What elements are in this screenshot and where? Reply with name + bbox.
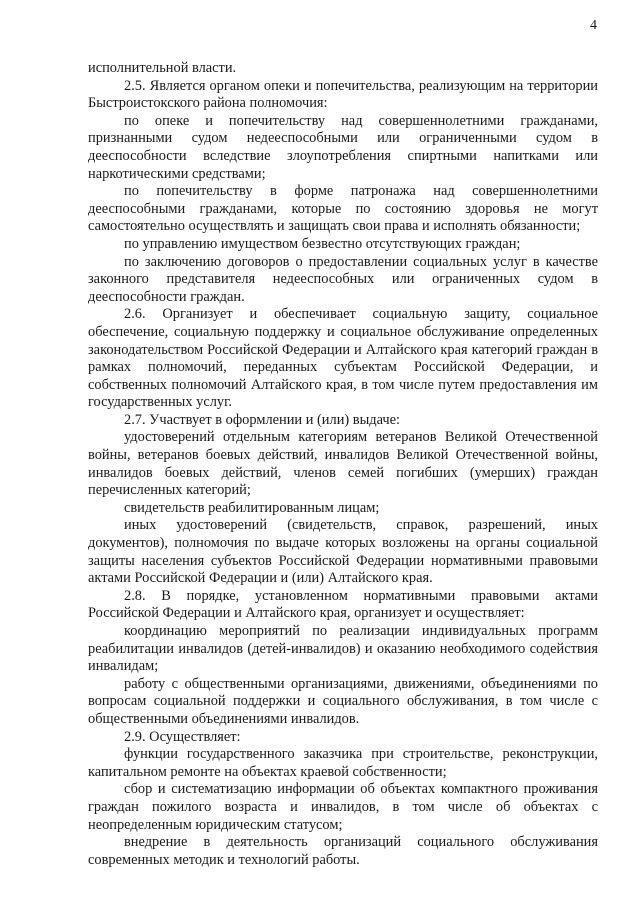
paragraph-2-8: 2.8. В порядке, установленном нормативными правовыми актами Российской Федерации и Алтайского края, организует и осуществляет: [88,587,598,622]
paragraph-2-7: 2.7. Участвует в оформлении и (или) выдаче: [124,411,400,428]
paragraph-state-customer: функции государственного заказчика при строительстве, реконструкции, капитальном ремонте на объектах краевой собственности; [88,746,598,780]
paragraph-property-management: по управлению имуществом безвестно отсутствующих граждан; [124,235,521,252]
paragraph-veteran-certificates: удостоверений отдельным категориям ветеранов Великой Отечественной войны, ветеранов боевых действий, инвалидов Великой Отечественной войны, инвалидов боевых действий, членов семей погибших (умерших) граждан перечисленных категорий; [88,429,598,499]
paragraph-patronage: по попечительству в форме патронажа над совершеннолетними дееспособными гражданами, которые по состоянию здоровья не могут самостоятельно осуществлять и защищать свои права и исполнять обязанности; [88,183,598,235]
paragraph-continuation: исполнительной власти. [88,60,237,76]
paragraph-other-documents: иных удостоверений (свидетельств, справок, разрешений, иных документов), полномочия по выдаче которых возложены на органы социальной защиты населения субъектов Российской Федерации нормативными правовыми актами Российской Федерации и (или) Алтайского края. [88,517,598,587]
paragraph-public-organizations: работу с общественными организациями, движениями, объединениями по вопросам социальной поддержки и социального обслуживания, в том числе с общественными объединениями инвалидов. [88,675,598,727]
paragraph-2-6: 2.6. Организует и обеспечивает социальную защиту, социальное обеспечение, социальную поддержку и социальное обслуживание определенных законодательством Российской Федерации и Алтайского края категорий граждан в рамках полномочий, переданных субъектам Российской Федерации, и собственных полномочий Алтайского края, в том числе путем предоставления им государственных услуг. [88,306,598,411]
paragraph-information-collection: сбор и систематизацию информации об объектах компактного проживания граждан пожилого возраста и инвалидов, в том числе об объектах с неопределенным юридическим статусом; [88,781,598,833]
document-body [88,60,598,869]
paragraph-guardianship-incapacitated: по опеке и попечительству над совершеннолетними гражданами, признанными судом недееспособными или ограниченными судом в дееспособности вследствие злоупотребления спиртными напитками или наркотическими средствами; [88,112,598,182]
page-number: 4 [590,18,597,33]
paragraph-2-9: 2.9. Осуществляет: [124,728,241,745]
paragraph-2-5: 2.5. Является органом опеки и попечительства, реализующим на территории Быстроистокского района полномочия: [88,77,598,112]
paragraph-rehabilitated-certificates: свидетельств реабилитированным лицам; [124,499,380,516]
paragraph-modern-methods: внедрение в деятельность организаций социального обслуживания современных методик и технологий работы. [88,834,598,868]
paragraph-rehabilitation-programs: координацию мероприятий по реализации индивидуальных программ реабилитации инвалидов (детей-инвалидов) и оказанию необходимого содействия инвалидам; [88,623,598,675]
paragraph-social-service-contracts: по заключению договоров о предоставлении социальных услуг в качестве законного представителя недееспособных или ограниченных судом в дееспособности граждан. [88,253,598,305]
